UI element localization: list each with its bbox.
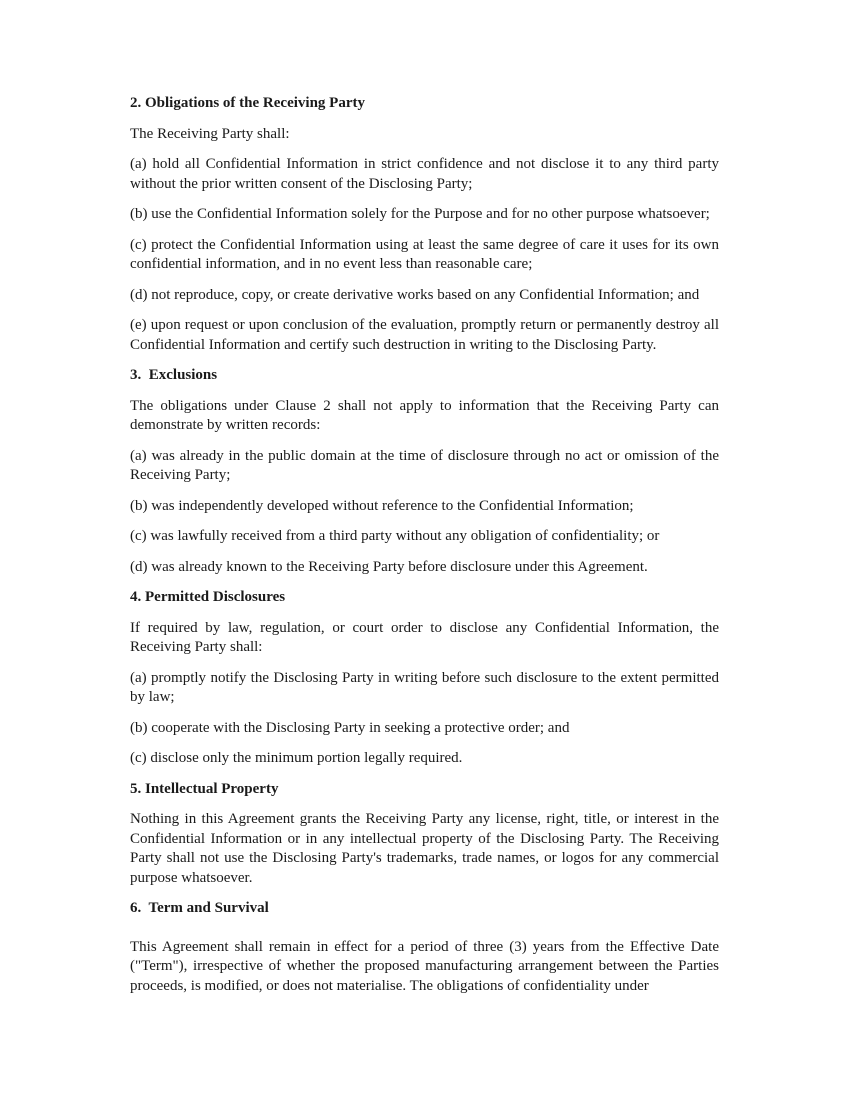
clause-paragraph: (d) not reproduce, copy, or create derivative works based on any Confidential Information; and bbox=[130, 286, 700, 303]
clause-paragraph: (c) was lawfully received from a third party without any obligation of confidentiality; or bbox=[130, 528, 660, 544]
section-heading-obligations: 2. Obligations of the Receiving Party bbox=[130, 95, 365, 111]
clause-paragraph: (a) hold all Confidential Information in strict confidence and not disclose it to any third party without the prior written consent of the Disclosing Party; bbox=[130, 156, 719, 192]
clause-paragraph: (c) protect the Confidential Information using at least the same degree of care it uses for its own confidential information, and in no event less than reasonable care; bbox=[130, 236, 719, 272]
clause-paragraph: (c) disclose only the minimum portion legally required. bbox=[130, 750, 463, 766]
clause-paragraph: (b) was independently developed without reference to the Confidential Information; bbox=[130, 497, 634, 514]
clause-paragraph: (a) promptly notify the Disclosing Party in writing before such disclosure to the extent permitted by law; bbox=[130, 669, 719, 705]
section-heading-exclusions: 3. Exclusions bbox=[130, 367, 218, 383]
clause-paragraph: (e) upon request or upon conclusion of the evaluation, promptly return or permanently destroy all Confidential Information and certify such destruction in writing to the Disclosing Party. bbox=[130, 317, 719, 353]
clause-paragraph: (d) was already known to the Receiving Party before disclosure under this Agreement. bbox=[130, 558, 648, 575]
clause-paragraph: (a) was already in the public domain at the time of disclosure through no act or omission of the Receiving Party; bbox=[130, 447, 719, 483]
clause-paragraph: The Receiving Party shall: bbox=[130, 125, 290, 142]
clause-paragraph: This Agreement shall remain in effect for a period of three (3) years from the Effective Date ("Term"), irrespective of whether the proposed manufacturing arrangement between the Parties proceeds, is modified, or does not materialise. The obligations of confidentiality under bbox=[130, 938, 719, 994]
clause-paragraph: (b) cooperate with the Disclosing Party in seeking a protective order; and bbox=[130, 719, 570, 736]
clause-paragraph: The obligations under Clause 2 shall not apply to information that the Receiving Party can demonstrate by written records: bbox=[130, 397, 719, 433]
clause-paragraph: Nothing in this Agreement grants the Receiving Party any license, right, title, or interest in the Confidential Information or in any intellectual property of the Disclosing Party. The Receiving Party shall not use the Disclosing Party's trademarks, trade names, or logos for any commercial purpose whatsoever. bbox=[130, 811, 719, 886]
section-heading-intellectual-property: 5. Intellectual Property bbox=[130, 780, 279, 797]
document-page bbox=[130, 94, 719, 1007]
clause-paragraph: (b) use the Confidential Information solely for the Purpose and for no other purpose whatsoever; bbox=[130, 206, 710, 222]
section-heading-permitted-disclosures: 4. Permitted Disclosures bbox=[130, 589, 286, 605]
section-heading-term-and-survival: 6. Term and Survival bbox=[130, 900, 269, 916]
clause-paragraph: If required by law, regulation, or court order to disclose any Confidential Information, the Receiving Party shall: bbox=[130, 619, 719, 655]
